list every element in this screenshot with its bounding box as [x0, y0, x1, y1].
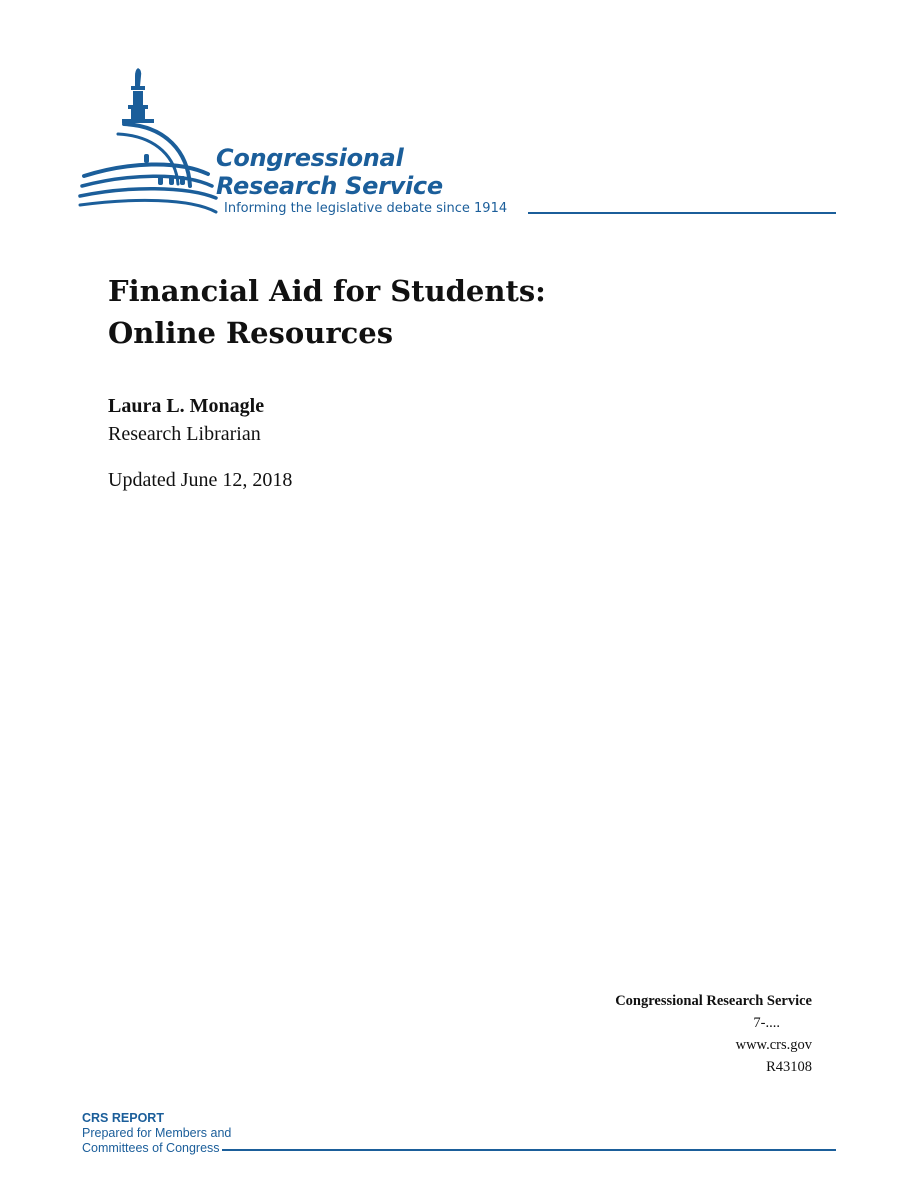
- footer-sub-line2: Committees of Congress: [82, 1141, 220, 1155]
- logo-wordmark: [216, 144, 443, 200]
- footer-sub-line1: Prepared for Members and: [82, 1126, 232, 1140]
- report-info-block: [512, 990, 812, 1078]
- crs-logo: [78, 64, 838, 224]
- crs-report-footer: [82, 1111, 836, 1155]
- updated-date: Updated June 12, 2018: [108, 469, 293, 491]
- footer-label: CRS REPORT: [82, 1111, 164, 1125]
- report-title-line1: Financial Aid for Students:: [108, 274, 546, 308]
- info-website[interactable]: www.crs.gov: [735, 1037, 812, 1053]
- author-name: Laura L. Monagle: [108, 395, 265, 417]
- info-organization: Congressional Research Service: [615, 993, 812, 1009]
- capitol-dome-icon: [78, 64, 228, 219]
- logo-name-line2: Research Service: [216, 172, 443, 200]
- header-divider: [528, 212, 836, 214]
- logo-name-line1: Congressional: [216, 144, 404, 172]
- logo-tagline: Informing the legislative debate since 1914: [224, 201, 508, 216]
- logo-tagline-row: [224, 200, 836, 220]
- footer-divider: [222, 1149, 836, 1151]
- author-role: Research Librarian: [108, 423, 261, 445]
- info-report-number: R43108: [766, 1059, 812, 1075]
- footer-subtitle: [82, 1126, 231, 1156]
- report-title-line2: Online Resources: [108, 316, 394, 350]
- info-phone: 7-....: [753, 1015, 780, 1031]
- report-title: [108, 270, 708, 354]
